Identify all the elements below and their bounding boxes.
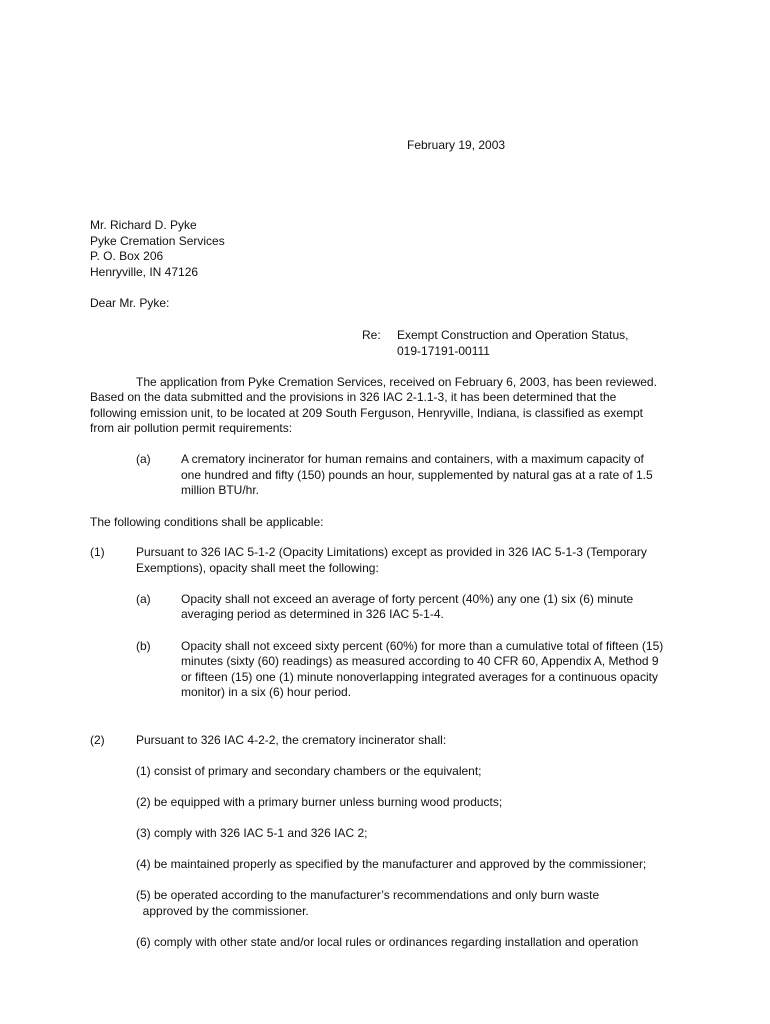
condition-2-label: (2): [90, 733, 105, 747]
intro-line: The application from Pyke Cremation Services, received on February 6, 2003, has been reviewed.: [136, 375, 657, 389]
emission-unit-line: A crematory incinerator for human remains and containers, with a maximum capacity of: [181, 452, 644, 466]
conditions-intro: The following conditions shall be applicable:: [90, 515, 324, 529]
condition-1b-line: minutes (sixty (60) readings) as measured according to 40 CFR 60, Appendix A, Method 9: [181, 654, 659, 668]
condition-2-item: (3) comply with 326 IAC 5-1 and 326 IAC 2;: [136, 826, 368, 840]
emission-unit-label: (a): [136, 452, 151, 466]
condition-1b-line: or fifteen (15) one (1) minute nonoverlapping integrated averages for a continuous opacity: [181, 670, 658, 684]
condition-2-item: (4) be maintained properly as specified by the manufacturer and approved by the commissioner;: [136, 857, 647, 871]
condition-2-text: Pursuant to 326 IAC 4-2-2, the crematory incinerator shall:: [136, 733, 447, 747]
intro-line: Based on the data submitted and the provisions in 326 IAC 2-1.1-3, it has been determined that the: [90, 390, 617, 404]
condition-1a-line: Opacity shall not exceed an average of forty percent (40%) any one (1) six (6) minute: [181, 592, 634, 606]
condition-2-item: (2) be equipped with a primary burner unless burning wood products;: [136, 795, 503, 809]
condition-2-item: (5) be operated according to the manufacturer’s recommendations and only burn waste: [136, 888, 600, 902]
intro-line: from air pollution permit requirements:: [90, 421, 293, 435]
condition-1-label: (1): [90, 545, 105, 559]
condition-1a-label: (a): [136, 592, 151, 606]
condition-1a-line: averaging period as determined in 326 IAC 5-1-4.: [181, 607, 444, 621]
salutation: Dear Mr. Pyke:: [90, 296, 170, 310]
emission-unit-line: million BTU/hr.: [181, 483, 260, 497]
condition-2-item: (1) consist of primary and secondary chambers or the equivalent;: [136, 764, 482, 778]
condition-1-line: Pursuant to 326 IAC 5-1-2 (Opacity Limitations) except as provided in 326 IAC 5-1-3 (Temporary: [136, 545, 647, 559]
recipient-name: Mr. Richard D. Pyke: [90, 218, 197, 232]
re-permit-number: 019-17191-00111: [397, 344, 490, 358]
condition-2-item: (6) comply with other state and/or local rules or ordinances regarding installation and operation: [136, 935, 639, 949]
condition-1b-line: Opacity shall not exceed sixty percent (60%) for more than a cumulative total of fifteen (15): [181, 639, 664, 653]
recipient-city: Henryville, IN 47126: [90, 265, 199, 279]
letter-date: February 19, 2003: [407, 138, 506, 152]
re-subject: Exempt Construction and Operation Status,: [397, 328, 629, 342]
emission-unit-line: one hundred and fifty (150) pounds an hour, supplemented by natural gas at a rate of 1.5: [181, 468, 653, 482]
condition-1b-label: (b): [136, 639, 151, 653]
recipient-po-box: P. O. Box 206: [90, 249, 164, 263]
condition-1-line: Exemptions), opacity shall meet the following:: [136, 561, 379, 575]
condition-1b-line: monitor) in a six (6) hour period.: [181, 685, 352, 699]
recipient-company: Pyke Cremation Services: [90, 234, 225, 248]
intro-line: following emission unit, to be located at 209 South Ferguson, Henryville, Indiana, is classified as exempt: [90, 406, 643, 420]
condition-2-item-continuation: approved by the commissioner.: [136, 904, 309, 918]
re-label: Re:: [362, 328, 381, 342]
